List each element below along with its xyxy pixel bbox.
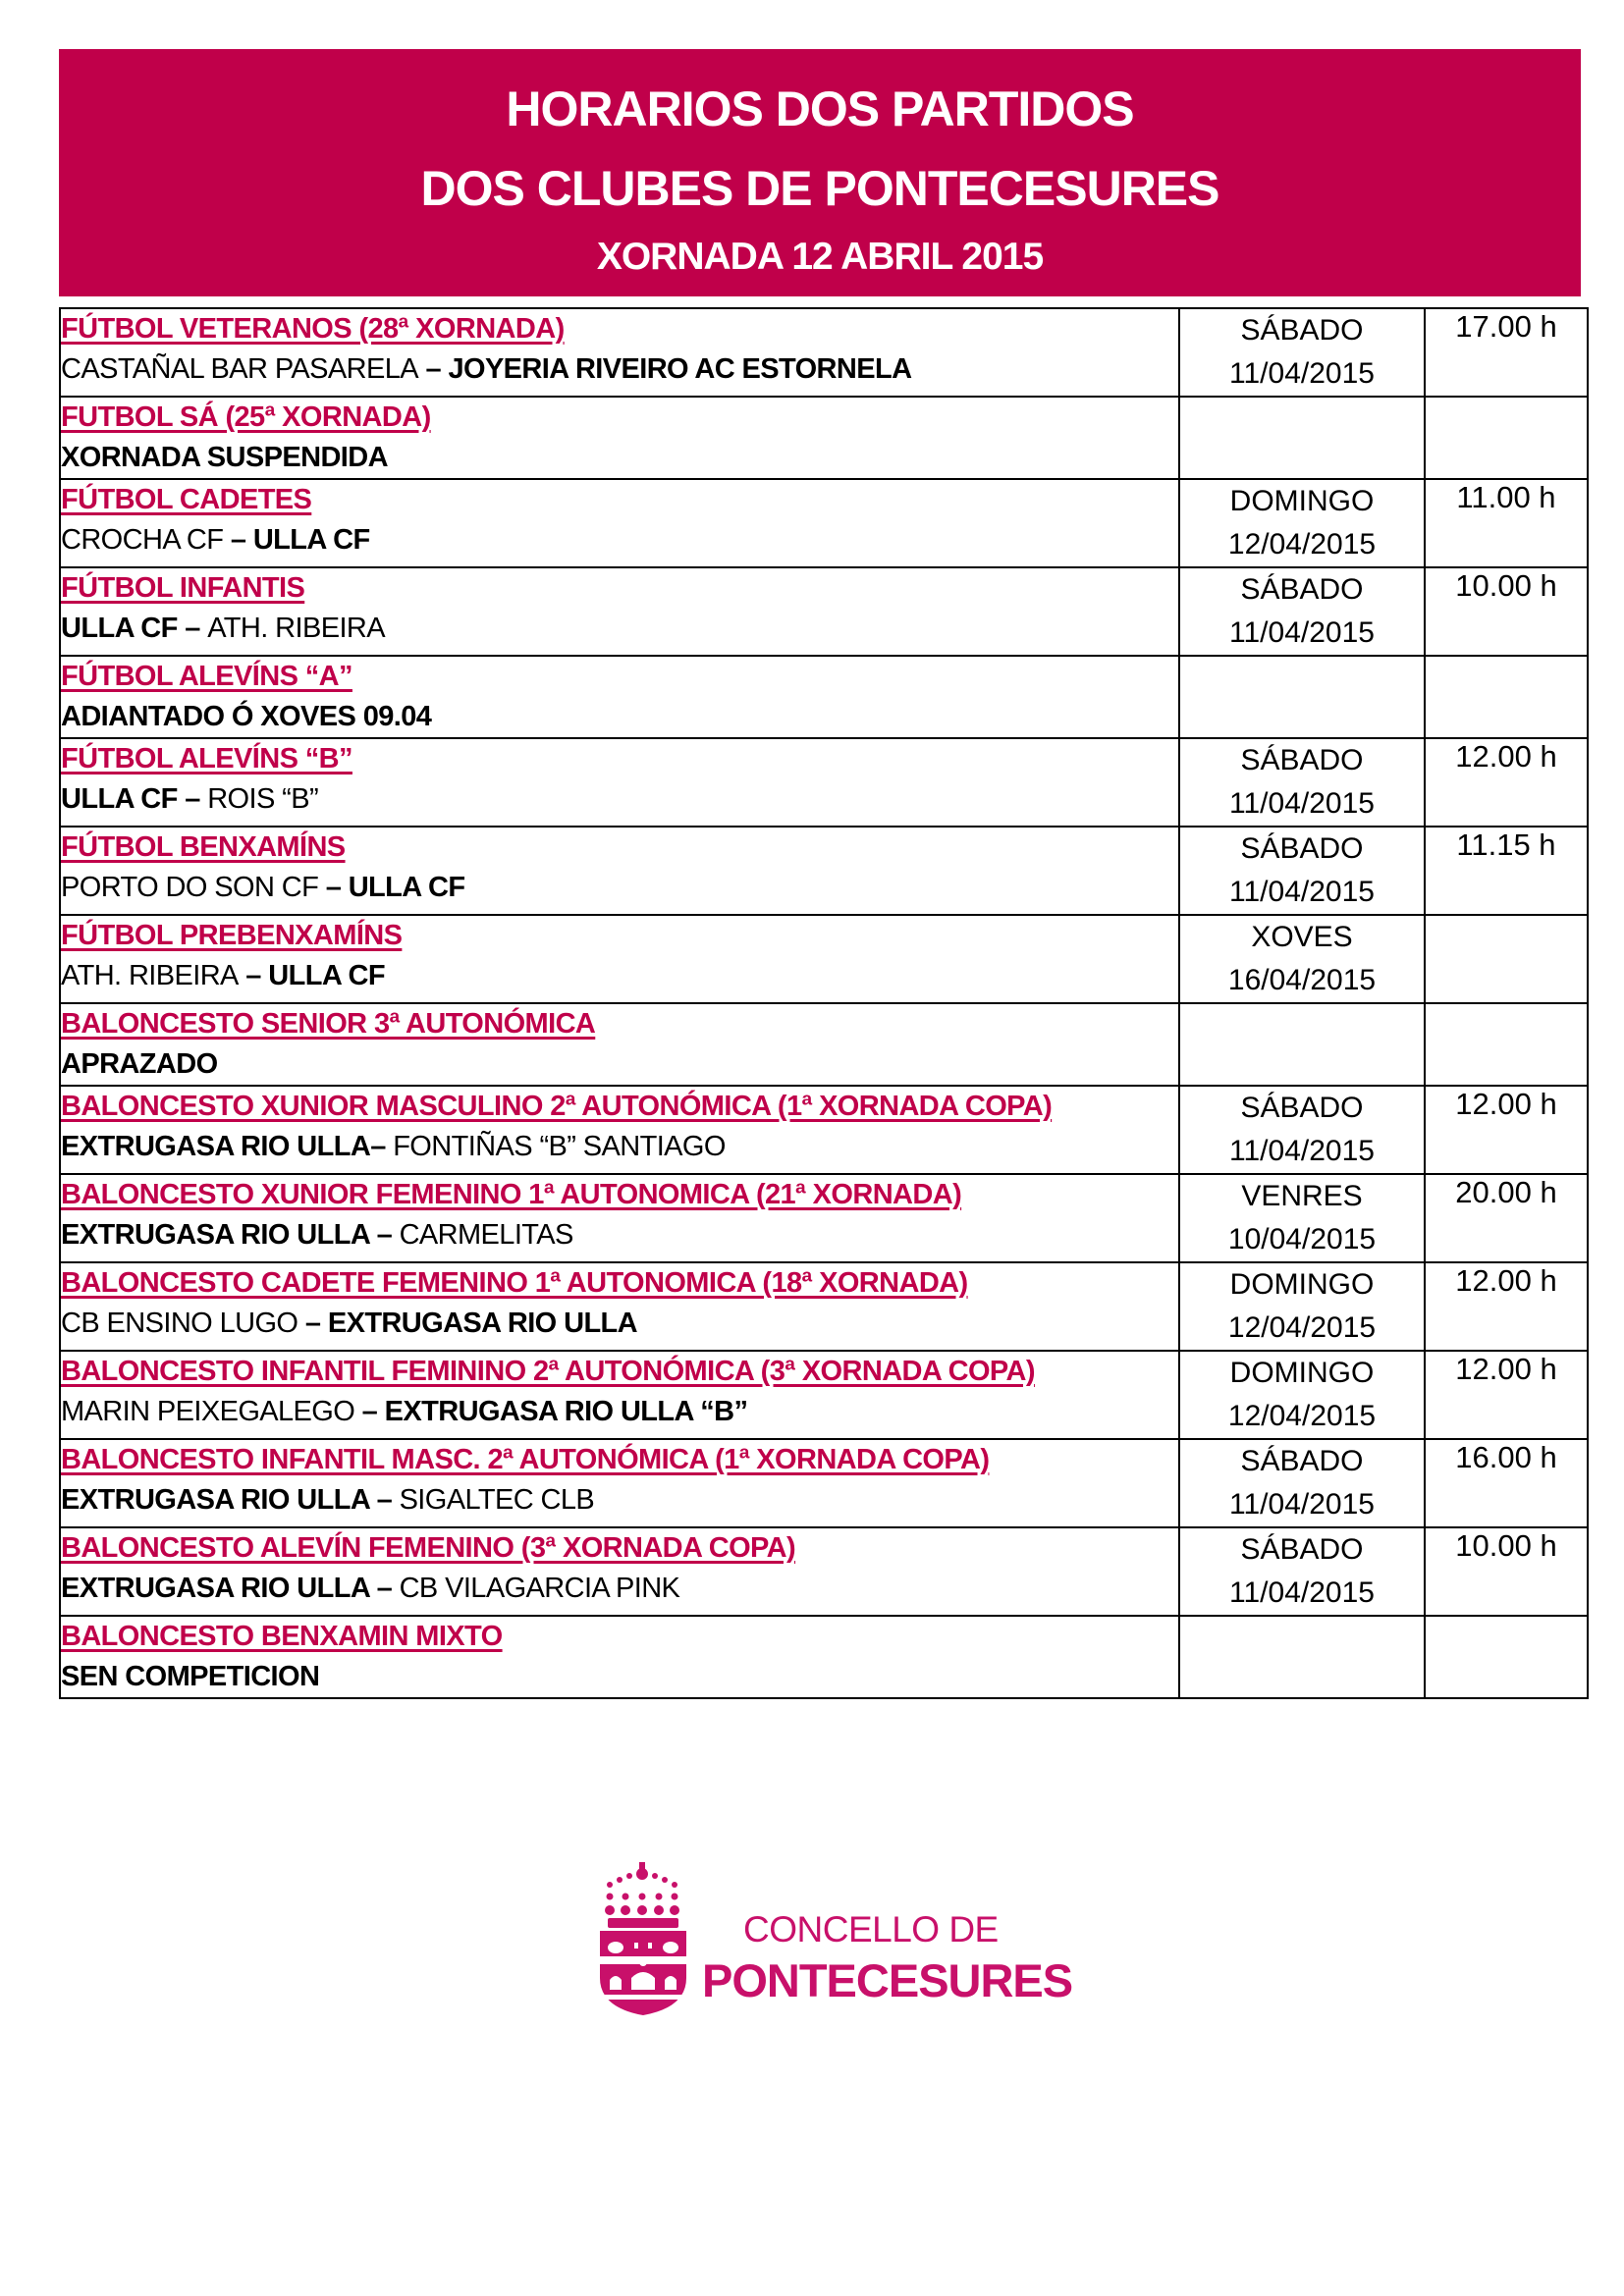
match-date: 12/04/2015 [1227, 528, 1377, 561]
match-time: 12.00 h [1425, 1262, 1588, 1351]
weekday: SÁBADO [1240, 314, 1364, 347]
date-cell [1179, 1174, 1425, 1262]
team-separator: – [369, 1484, 400, 1516]
weekday: SÁBADO [1240, 1533, 1364, 1566]
date-cell [1179, 397, 1425, 479]
match-line [61, 1214, 1178, 1255]
logo-text-line-1: CONCELLO DE [743, 1909, 999, 1949]
schedule-row [60, 1351, 1588, 1439]
date-cell [1179, 1003, 1425, 1086]
event-cell [60, 308, 1179, 397]
team-separator: – [354, 1396, 385, 1427]
schedule-row [60, 1616, 1588, 1698]
event-cell [60, 1351, 1179, 1439]
date-cell [1179, 827, 1425, 915]
date-cell [1179, 738, 1425, 827]
date-cell [1179, 1262, 1425, 1351]
schedule-row [60, 1086, 1588, 1174]
schedule-table [59, 307, 1589, 1699]
home-team: EXTRUGASA RIO ULLA [61, 1219, 370, 1251]
match-line [61, 696, 1178, 737]
away-team: CB VILAGARCIA PINK [399, 1573, 680, 1604]
date-cell [1179, 1616, 1425, 1698]
match-time: 10.00 h [1425, 567, 1588, 656]
away-team: JOYERIA RIVEIRO AC ESTORNELA [448, 353, 912, 385]
team-separator: – [298, 1308, 328, 1339]
match-time: 17.00 h [1425, 308, 1588, 397]
schedule-row [60, 308, 1588, 397]
category-title: FÚTBOL ALEVÍNS “B” [61, 743, 352, 774]
match-line [61, 437, 1178, 478]
date-cell [1179, 656, 1425, 738]
match-time: 10.00 h [1425, 1527, 1588, 1616]
home-team: CROCHA CF [61, 524, 224, 556]
category-title: BALONCESTO XUNIOR FEMENINO 1ª AUTONOMICA (21ª XORNADA) [61, 1179, 962, 1210]
match-line [61, 1656, 1178, 1697]
date-cell [1179, 308, 1425, 397]
match-date: 11/04/2015 [1229, 1576, 1375, 1609]
event-cell [60, 1527, 1179, 1616]
team-separator: – [369, 1219, 400, 1251]
category-title: FÚTBOL ALEVÍNS “A” [61, 661, 352, 692]
logo-text-line-2: PONTECESURES [702, 1954, 1073, 2006]
event-cell [60, 1003, 1179, 1086]
match-line [61, 1568, 1178, 1609]
schedule-row [60, 656, 1588, 738]
away-team: FONTIÑAS “B” SANTIAGO [393, 1131, 726, 1162]
weekday: SÁBADO [1240, 744, 1364, 776]
away-team: ULLA CF [268, 960, 386, 991]
match-line [61, 1126, 1178, 1167]
category-title: FÚTBOL VETERANOS (28ª XORNADA) [61, 313, 565, 345]
match-line [61, 1391, 1178, 1432]
status-note: ADIANTADO Ó XOVES 09.04 [61, 701, 432, 732]
team-separator: – [177, 783, 208, 815]
schedule-table-body [60, 308, 1588, 1698]
weekday: XOVES [1251, 921, 1353, 953]
schedule-row [60, 397, 1588, 479]
schedule-row [60, 479, 1588, 567]
schedule-row [60, 1262, 1588, 1351]
weekday: SÁBADO [1240, 573, 1364, 606]
weekday: DOMINGO [1229, 485, 1375, 517]
match-time [1425, 656, 1588, 738]
home-team: EXTRUGASA RIO ULLA [61, 1131, 371, 1162]
away-team: ATH. RIBEIRA [207, 613, 386, 644]
event-cell [60, 1439, 1179, 1527]
event-cell [60, 567, 1179, 656]
date-cell [1179, 1439, 1425, 1527]
away-team: EXTRUGASA RIO ULLA “B” [384, 1396, 748, 1427]
away-team: EXTRUGASA RIO ULLA [327, 1308, 638, 1339]
home-team: CB ENSINO LUGO [61, 1308, 298, 1339]
home-team: ATH. RIBEIRA [61, 960, 239, 991]
match-date: 11/04/2015 [1229, 1135, 1375, 1167]
team-separator: – [369, 1573, 400, 1604]
team-separator: – [318, 872, 349, 903]
team-separator: – [223, 524, 253, 556]
weekday: SÁBADO [1240, 832, 1364, 865]
weekday: SÁBADO [1240, 1445, 1364, 1477]
weekday: DOMINGO [1229, 1357, 1375, 1389]
category-title: BALONCESTO SENIOR 3ª AUTONÓMICA [61, 1008, 596, 1040]
concello-logo [594, 1860, 1073, 2017]
weekday: DOMINGO [1229, 1268, 1375, 1301]
event-cell [60, 827, 1179, 915]
event-cell [60, 1086, 1179, 1174]
schedule-row [60, 1527, 1588, 1616]
event-cell [60, 479, 1179, 567]
home-team: CASTAÑAL BAR PASARELA [61, 353, 418, 385]
team-separator: – [177, 613, 208, 644]
date-cell [1179, 1527, 1425, 1616]
date-cell [1179, 567, 1425, 656]
category-title: BALONCESTO ALEVÍN FEMENINO (3ª XORNADA COPA) [61, 1532, 796, 1564]
status-note: SEN COMPETICION [61, 1661, 320, 1692]
home-team: PORTO DO SON CF [61, 872, 319, 903]
match-line [61, 867, 1178, 908]
match-time [1425, 1616, 1588, 1698]
category-title: BALONCESTO CADETE FEMENINO 1ª AUTONOMICA (18ª XORNADA) [61, 1267, 968, 1299]
match-time: 11.00 h [1425, 479, 1588, 567]
away-team: ROIS “B” [207, 783, 319, 815]
schedule-row [60, 567, 1588, 656]
match-date: 12/04/2015 [1227, 1400, 1377, 1432]
event-cell [60, 1262, 1179, 1351]
schedule-row [60, 827, 1588, 915]
date-cell [1179, 1351, 1425, 1439]
match-date: 11/04/2015 [1229, 616, 1375, 649]
date-cell [1179, 479, 1425, 567]
category-title: BALONCESTO INFANTIL MASC. 2ª AUTONÓMICA (1ª XORNADA COPA) [61, 1444, 990, 1475]
schedule-row [60, 1003, 1588, 1086]
away-team: ULLA CF [348, 872, 465, 903]
category-title: FÚTBOL CADETES [61, 484, 312, 515]
match-time [1425, 397, 1588, 479]
match-time: 12.00 h [1425, 1351, 1588, 1439]
status-note: XORNADA SUSPENDIDA [61, 442, 388, 473]
title-line-1: HORARIOS DOS PARTIDOS [506, 81, 1134, 136]
match-line [61, 1043, 1178, 1085]
coat-of-arms-icon [594, 1860, 692, 2017]
category-title: BALONCESTO BENXAMIN MIXTO [61, 1621, 503, 1652]
event-cell [60, 1616, 1179, 1698]
event-cell [60, 656, 1179, 738]
home-team: ULLA CF [61, 613, 178, 644]
match-time [1425, 1003, 1588, 1086]
event-cell [60, 738, 1179, 827]
title-date-line: XORNADA 12 ABRIL 2015 [596, 236, 1044, 278]
date-cell [1179, 915, 1425, 1003]
schedule-row [60, 1174, 1588, 1262]
away-team: ULLA CF [252, 524, 370, 556]
category-title: FÚTBOL PREBENXAMÍNS [61, 920, 403, 951]
team-separator: – [370, 1131, 394, 1162]
event-cell [60, 1174, 1179, 1262]
away-team: CARMELITAS [399, 1219, 573, 1251]
match-line [61, 1479, 1178, 1521]
match-line [61, 1303, 1178, 1344]
match-date: 11/04/2015 [1229, 787, 1375, 820]
home-team: EXTRUGASA RIO ULLA [61, 1484, 370, 1516]
category-title: FÚTBOL BENXAMÍNS [61, 831, 346, 863]
match-time: 12.00 h [1425, 738, 1588, 827]
schedule-row [60, 1439, 1588, 1527]
match-line [61, 348, 1178, 390]
category-title: BALONCESTO XUNIOR MASCULINO 2ª AUTONÓMICA (1ª XORNADA COPA) [61, 1091, 1053, 1122]
team-separator: – [418, 353, 449, 385]
event-cell [60, 397, 1179, 479]
match-date: 16/04/2015 [1227, 964, 1377, 996]
event-cell [60, 915, 1179, 1003]
status-note: APRAZADO [61, 1048, 218, 1080]
match-time: 11.15 h [1425, 827, 1588, 915]
title-banner [59, 49, 1581, 296]
home-team: EXTRUGASA RIO ULLA [61, 1573, 370, 1604]
match-date: 11/04/2015 [1229, 1488, 1375, 1521]
category-title: BALONCESTO INFANTIL FEMININO 2ª AUTONÓMICA (3ª XORNADA COPA) [61, 1356, 1035, 1387]
match-time: 12.00 h [1425, 1086, 1588, 1174]
title-line-2: DOS CLUBES DE PONTECESURES [420, 161, 1219, 216]
match-date: 10/04/2015 [1227, 1223, 1377, 1255]
team-separator: – [238, 960, 269, 991]
date-cell [1179, 1086, 1425, 1174]
match-date: 11/04/2015 [1229, 357, 1375, 390]
match-line [61, 955, 1178, 996]
match-date: 12/04/2015 [1227, 1311, 1377, 1344]
home-team: ULLA CF [61, 783, 178, 815]
schedule-row [60, 738, 1588, 827]
weekday: SÁBADO [1240, 1092, 1364, 1124]
match-time [1425, 915, 1588, 1003]
schedule-row [60, 915, 1588, 1003]
away-team: SIGALTEC CLB [399, 1484, 595, 1516]
category-title: FÚTBOL INFANTIS [61, 572, 305, 604]
match-line [61, 608, 1178, 649]
match-time: 20.00 h [1425, 1174, 1588, 1262]
match-line [61, 519, 1178, 561]
match-time: 16.00 h [1425, 1439, 1588, 1527]
category-title: FUTBOL SÁ (25ª XORNADA) [61, 401, 431, 433]
weekday: VENRES [1241, 1180, 1363, 1212]
match-line [61, 778, 1178, 820]
home-team: MARIN PEIXEGALEGO [61, 1396, 355, 1427]
match-date: 11/04/2015 [1229, 876, 1375, 908]
